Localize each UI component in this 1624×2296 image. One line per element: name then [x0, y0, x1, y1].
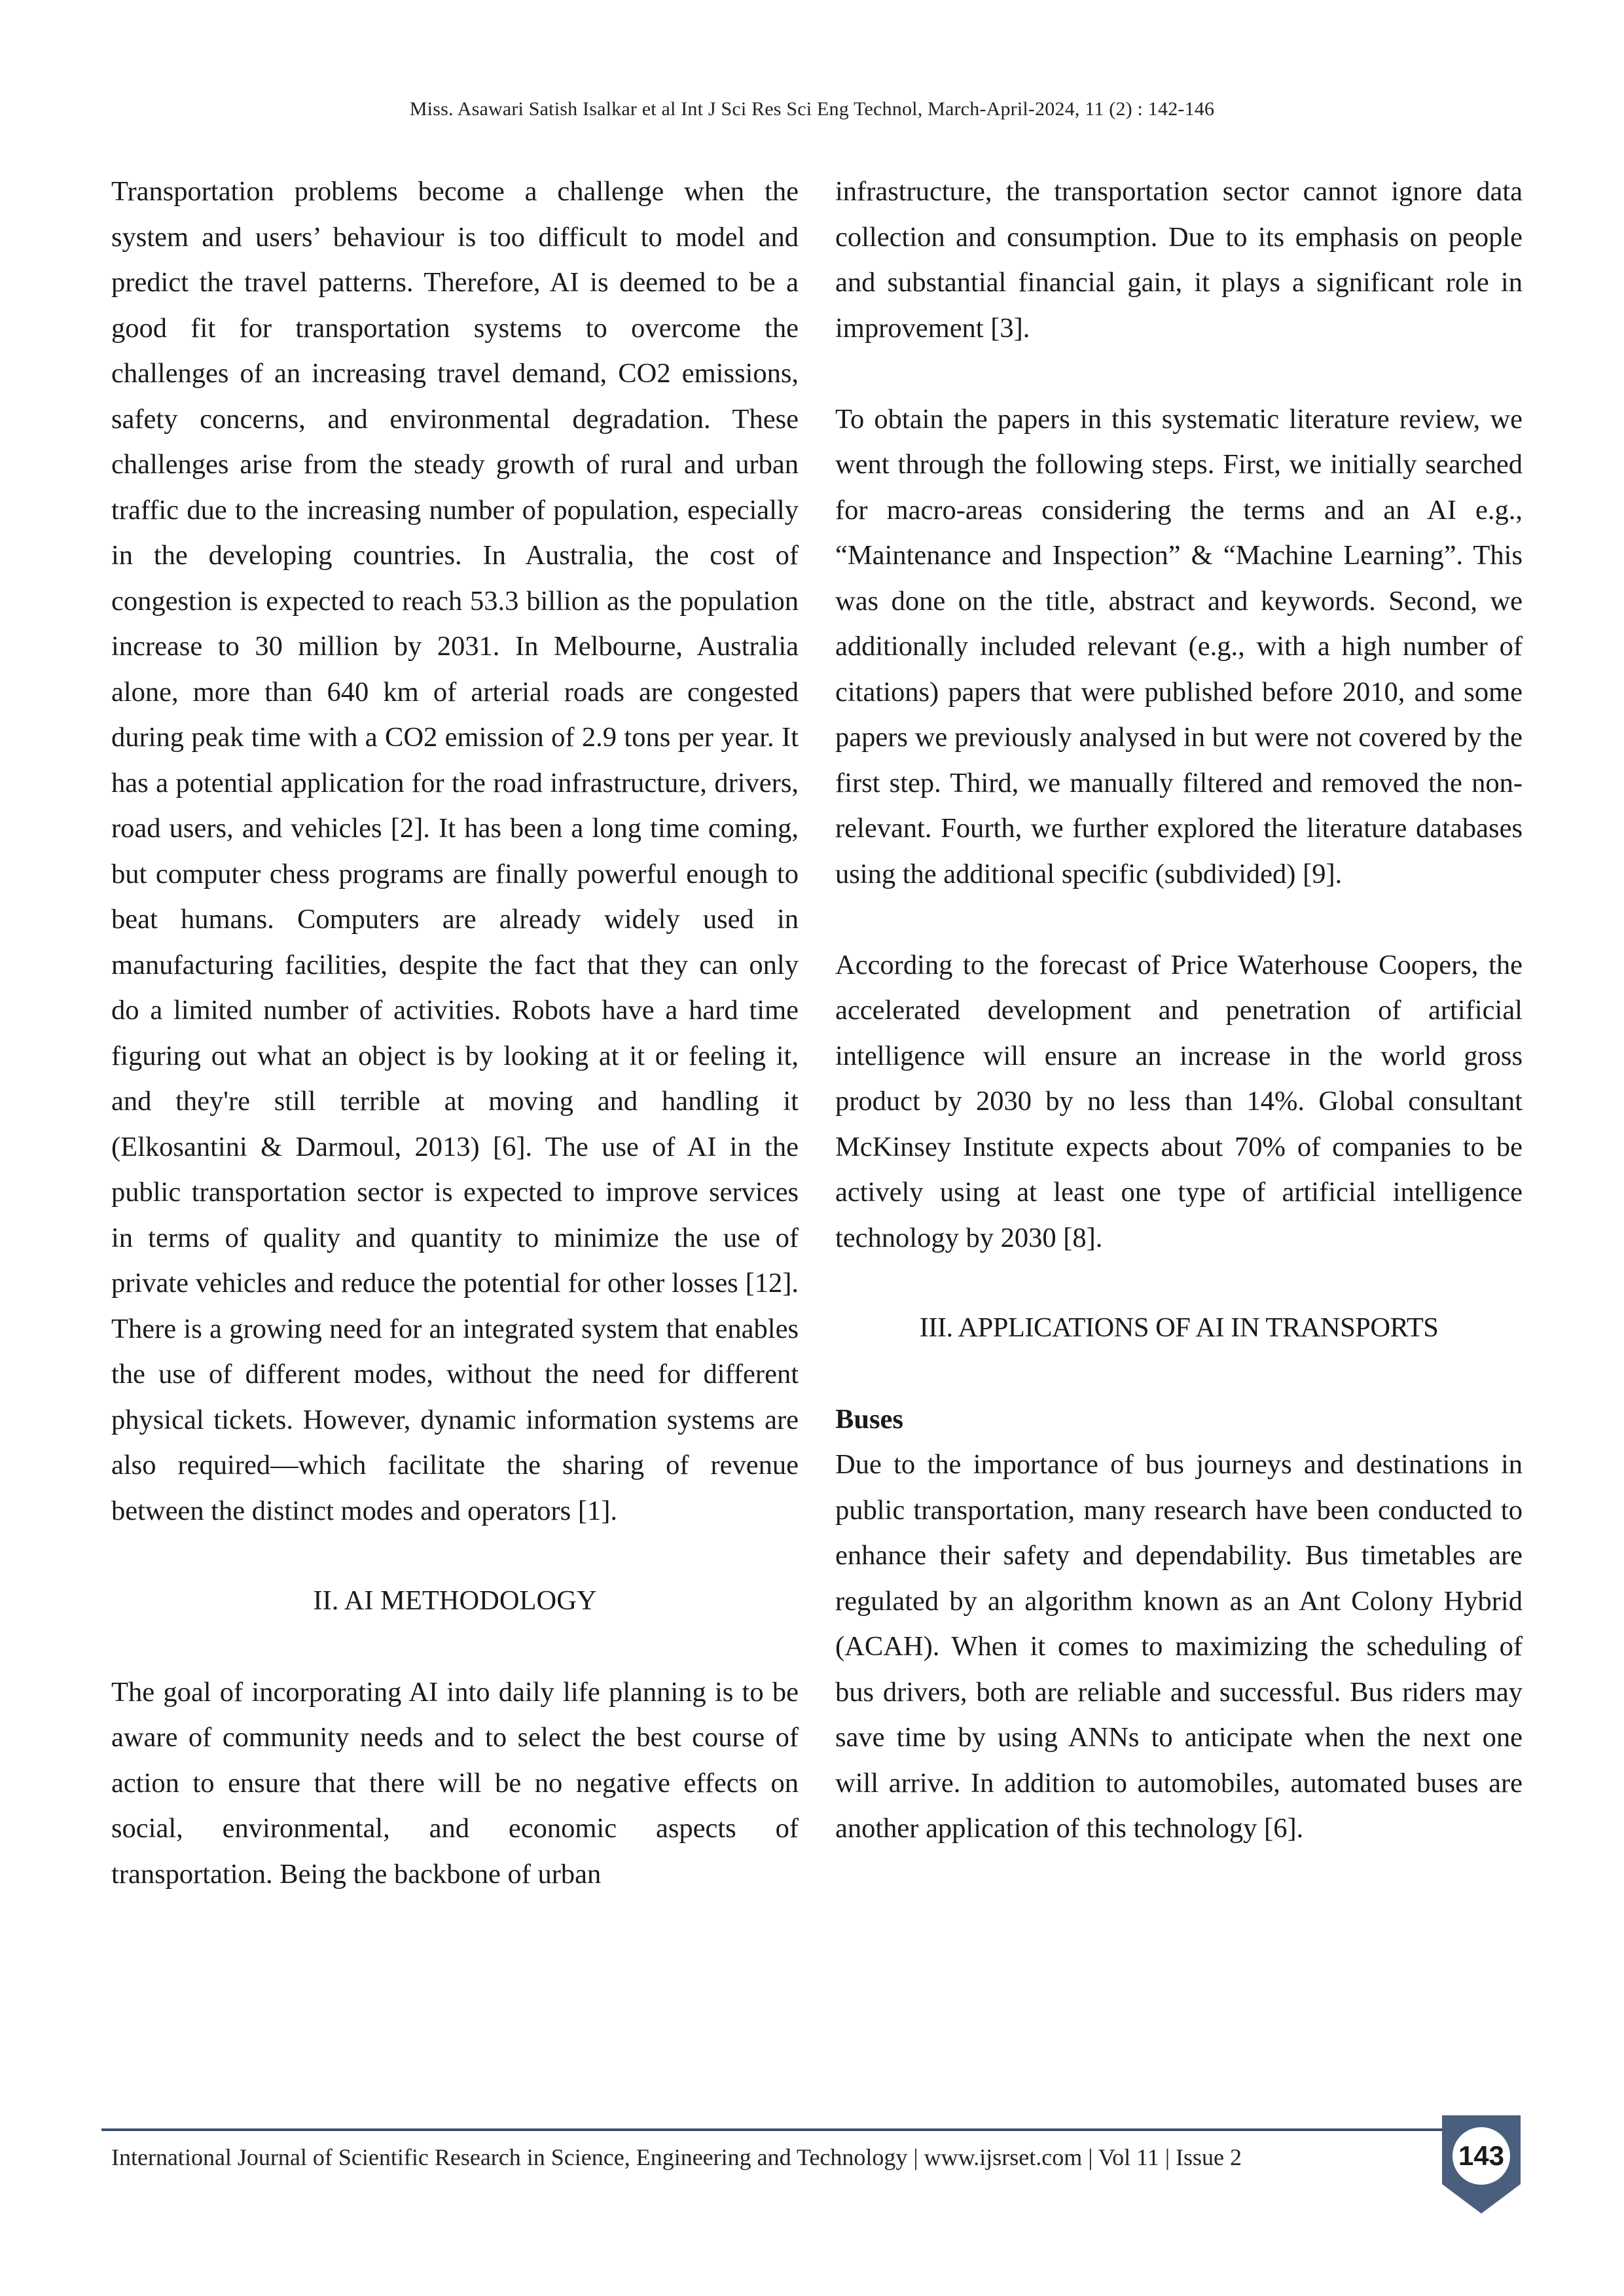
body-paragraph: Due to the importance of bus journeys and destinations in public transportation, many research have been conducted to enhance their safety and dependability. Bus timetables are regulated by an algorithm known as an Ant Colony Hybrid (ACAH). When it comes to maximizing the scheduling of bus drivers, both are reliable and successful. Bus riders may save time by using ANNs to anticipate when the next one will arrive. In addition to automobiles, automated buses are another application of this technology [6].	[835, 1449, 1523, 1844]
subsection-heading: Buses	[835, 1403, 903, 1435]
body-paragraph: infrastructure, the transportation sector cannot ignore data collection and consumption. Due to its emphasis on people and substantial financial gain, it plays a significant role in improvement [3].	[835, 176, 1523, 344]
body-paragraph: Transportation problems become a challenge when the system and users’ behaviour is too difficult to model and predict the travel patterns. Therefore, AI is deemed to be a good fit for transportation systems to overcome the challenges of an increasing travel demand, CO2 emissions, safety concerns, and environmental degradation. These challenges arise from the steady growth of rural and urban traffic due to the increasing number of population, especially in the developing countries. In Australia, the cost of congestion is expected to reach 53.3 billion as the population increase to 30 million by 2031. In Melbourne, Australia alone, more than 640 km of arterial roads are congested during peak time with a CO2 emission of 2.9 tons per year. It has a potential application for the road infrastructure, drivers, road users, and vehicles [2]. It has been a long time coming, but computer chess programs are finally powerful enough to beat humans. Computers are already widely used in manufacturing facilities, despite the fact that they can only do a limited number of activities. Robots have a hard time figuring out what an object is by looking at it or feeling it, and they're still terrible at moving and handling it (Elkosantini & Darmoul, 2013) [6]. The use of AI in the public transportation sector is expected to improve services in terms of quality and quantity to minimize the use of private vehicles and reduce the potential for other losses [12]. There is a growing need for an integrated system that enables the use of different modes, without the need for different physical tickets. However, dynamic information systems are also required—which facilitate the sharing of revenue between the distinct modes and operators [1].	[111, 176, 799, 1526]
paragraph-spacer	[835, 351, 1523, 397]
body-paragraph: According to the forecast of Price Waterhouse Coopers, the accelerated development and penetration of artificial intelligence will ensure an increase in the world gross product by 2030 by no less than 14%. Global consultant McKinsey Institute expects about 70% of companies to be actively using at least one type of artificial intelligence technology by 2030 [8].	[835, 949, 1523, 1253]
right-column	[835, 169, 1523, 1852]
section-heading: III. APPLICATIONS OF AI IN TRANSPORTS	[919, 1312, 1439, 1343]
running-header: Miss. Asawari Satish Isalkar et al Int J Sci Res Sci Eng Technol, March-April-2024, 11 (2) : 142-146	[409, 98, 1215, 120]
page-number: 143	[1458, 2140, 1505, 2171]
footer-journal-line: International Journal of Scientific Research in Science, Engineering and Technology | www.ijsrset.com | Vol 11 | Issue 2	[111, 2144, 1242, 2170]
section-heading: II. AI METHODOLOGY	[313, 1585, 597, 1616]
paragraph-spacer	[835, 897, 1523, 942]
page-number-badge	[1439, 2115, 1524, 2214]
body-paragraph: To obtain the papers in this systematic literature review, we went through the following steps. First, we initially searched for macro-areas considering the terms and an AI e.g., “Maintenance and Inspection” & “Machine Learning”. This was done on the title, abstract and keywords. Second, we additionally included relevant (e.g., with a high number of citations) papers that were published before 2010, and some papers we previously analysed in but were not covered by the first step. Third, we manually filtered and removed the non-relevant. Fourth, we further explored the literature databases using the additional specific (subdivided) [9].	[835, 403, 1523, 889]
footer-rule	[101, 2128, 1450, 2131]
body-paragraph: The goal of incorporating AI into daily life planning is to be aware of community needs and to select the best course of action to ensure that there will be no negative effects on social, environmental, and economic aspects of transportation. Being the backbone of urban	[111, 1676, 799, 1890]
left-column	[111, 169, 799, 1897]
